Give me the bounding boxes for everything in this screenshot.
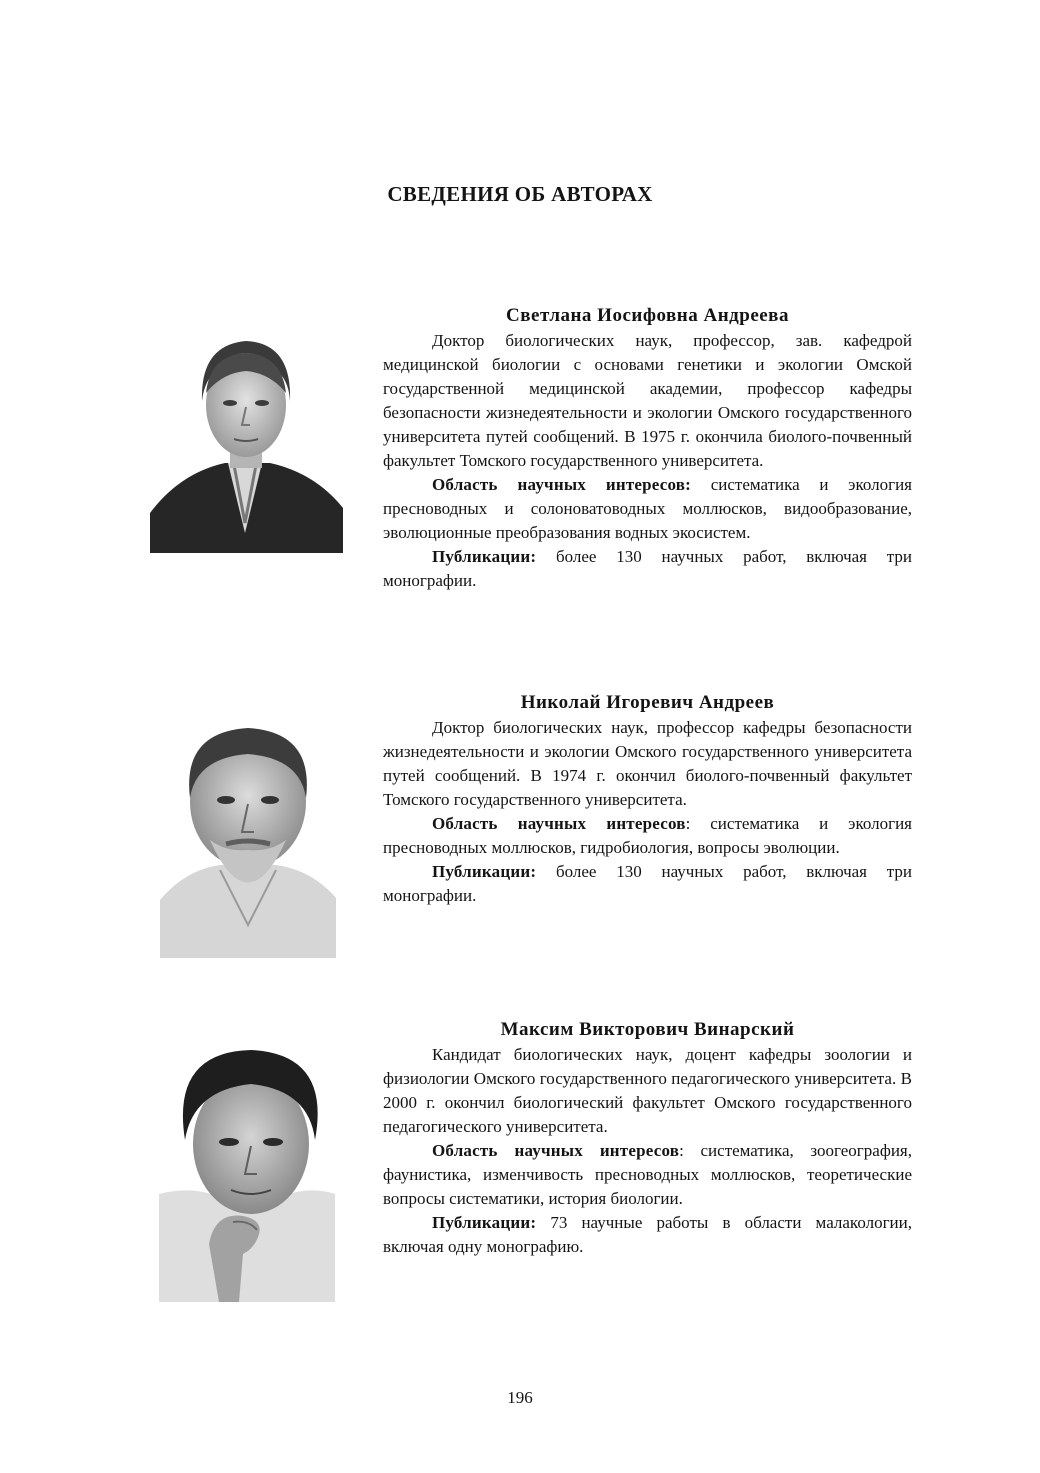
- interests-text: систематика и экология пресноводных и солоноватоводных моллюсков, видообразование, эволюционные преобразования водных экосистем.: [383, 475, 912, 542]
- author-text: [383, 690, 912, 908]
- page-number: 196: [507, 1388, 533, 1407]
- author-text: [383, 1017, 912, 1259]
- publications-text: более 130 научных работ, включая три монографии.: [383, 547, 912, 590]
- author-interests: [383, 812, 912, 860]
- author-bio: Доктор биологических наук, профессор кафедры безопасности жизнедеятельности и экологии Омского государственного университета путей сообщений. В 1974 г. окончил биолого-почвенный факультет Томского государственного университета.: [383, 718, 912, 809]
- publications-label: Публикации:: [432, 547, 537, 566]
- author-publications: [383, 860, 912, 908]
- interests-text: : систематика, зоогеография, фаунистика, изменчивость пресноводных моллюсков, теоретические вопросы систематики, история биологии.: [383, 1141, 912, 1208]
- author-publications: [383, 545, 912, 593]
- publications-text: более 130 научных работ, включая три монографии.: [383, 862, 912, 905]
- author-bio: Доктор биологических наук, профессор, зав. кафедрой медицинской биологии с основами генетики и экологии Омской государственной медицинской академии, профессор кафедры безопасности жизнедеятельности и экологии Омского государственного университета путей сообщений. В 1975 г. окончила биолого-почвенный факультет Томского государственного университета.: [383, 331, 912, 470]
- author-photo: [159, 1044, 335, 1302]
- interests-label: Область научных интересов:: [432, 475, 692, 494]
- author-bio: Кандидат биологических наук, доцент кафедры зоологии и физиологии Омского государственного педагогического университета. В 2000 г. окончил биологический факультет Омского государственного педагогического университета.: [383, 1045, 912, 1136]
- author-photo: [150, 323, 343, 553]
- author-publications: [383, 1211, 912, 1259]
- author-name: Максим Викторович Винарский: [500, 1019, 795, 1040]
- publications-text: 73 научные работы в области малакологии, включая одну монографию.: [383, 1213, 912, 1256]
- author-name: Светлана Иосифовна Андреева: [506, 305, 789, 326]
- interests-label: Область научных интересов: [432, 814, 686, 833]
- page-title: СВЕДЕНИЯ ОБ АВТОРАХ: [387, 182, 653, 206]
- author-text: [383, 303, 912, 593]
- author-interests: [383, 1139, 912, 1211]
- author-photo: [160, 720, 336, 958]
- publications-label: Публикации:: [432, 1213, 537, 1232]
- interests-label: Область научных интересов: [432, 1141, 680, 1160]
- interests-text: : систематика и экология пресноводных моллюсков, гидробиология, вопросы эволюции.: [383, 814, 912, 857]
- author-name: Николай Игоревич Андреев: [520, 692, 775, 713]
- publications-label: Публикации:: [432, 862, 537, 881]
- author-interests: [383, 473, 912, 545]
